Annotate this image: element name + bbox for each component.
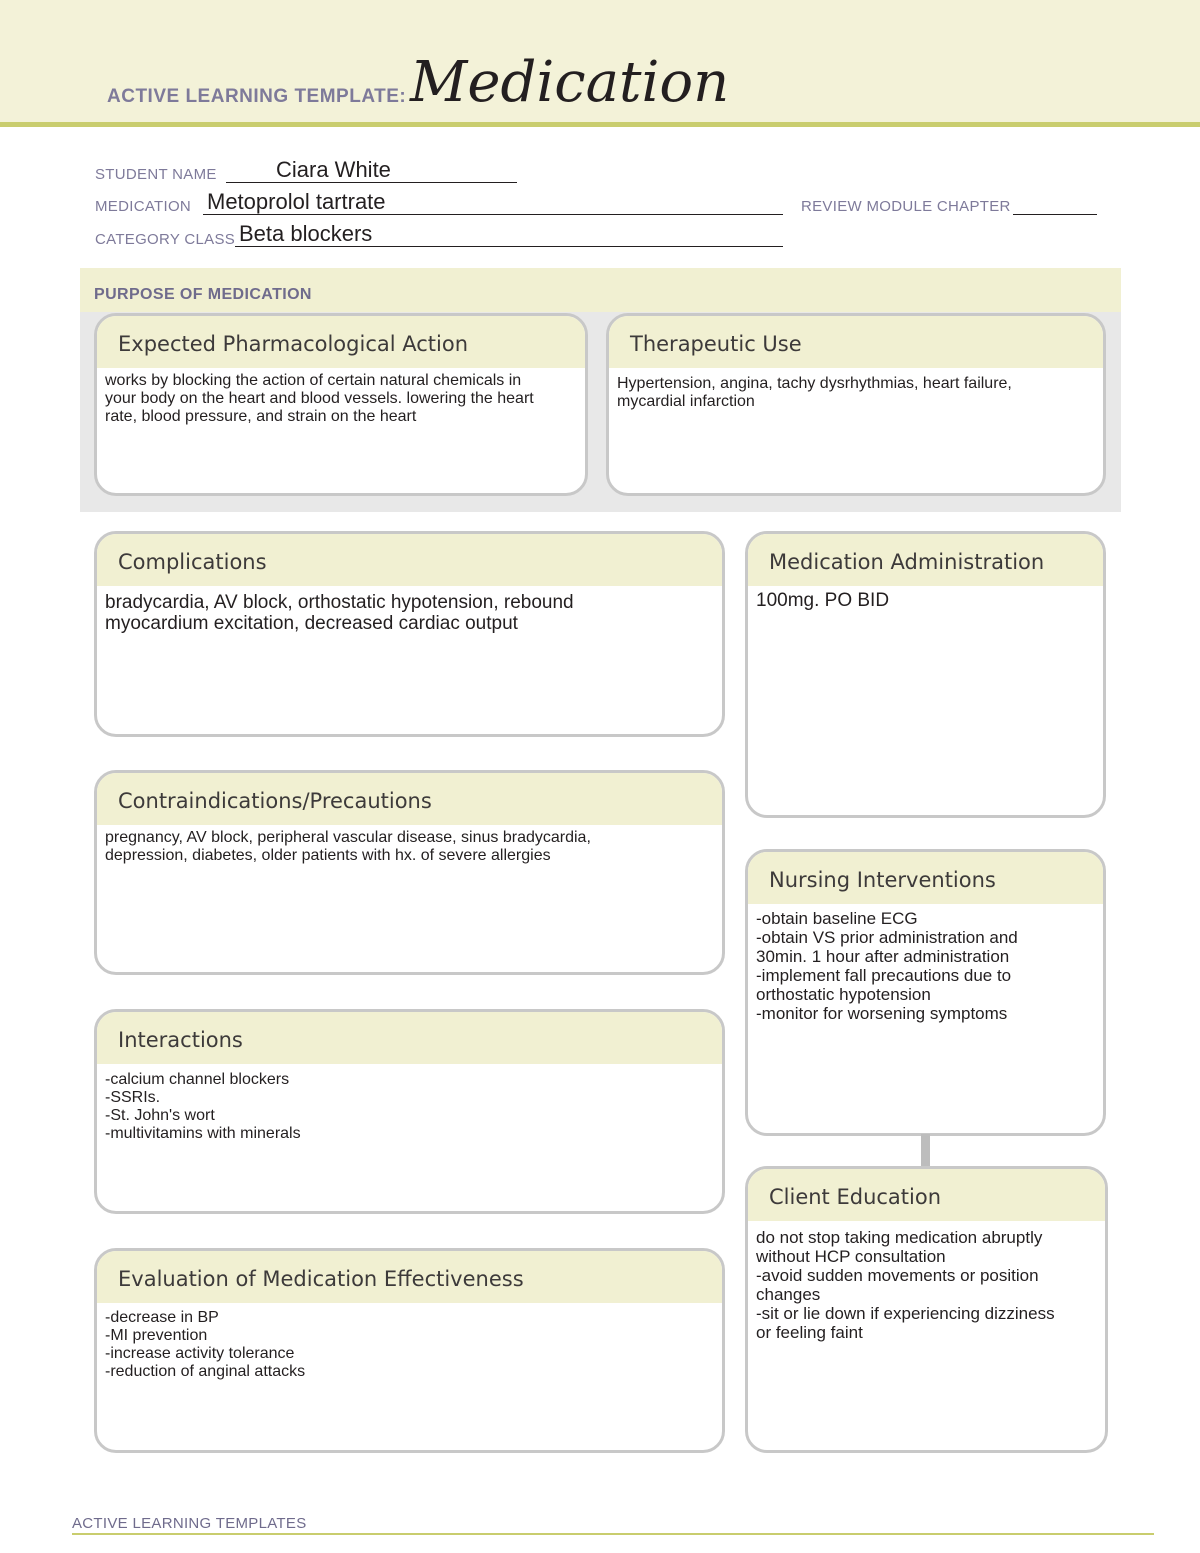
nursing-text[interactable]: -obtain baseline ECG -obtain VS prior administration and 30min. 1 hour after administration -implement fall precautions due to orthostatic hypotension -monitor for worsening symptoms <box>756 909 1018 1023</box>
student-name-label: STUDENT NAME <box>95 166 217 183</box>
nursing-title: Nursing Interventions <box>748 852 1103 904</box>
evaluation-title: Evaluation of Medication Effectiveness <box>97 1251 722 1303</box>
page-title: Medication <box>410 50 730 115</box>
therapeutic-use-box <box>606 313 1106 496</box>
therapeutic-use-text[interactable]: Hypertension, angina, tachy dysrhythmias, heart failure, mycardial infarction <box>617 375 1012 410</box>
complications-box <box>94 531 725 737</box>
med-admin-title: Medication Administration <box>748 534 1103 586</box>
interactions-text[interactable]: -calcium channel blockers -SSRIs. -St. John's wort -multivitamins with minerals <box>105 1071 301 1142</box>
template-label: ACTIVE LEARNING TEMPLATE: <box>107 86 407 107</box>
therapeutic-use-title: Therapeutic Use <box>609 316 1103 368</box>
client-education-title: Client Education <box>748 1169 1105 1221</box>
complications-title: Complications <box>97 534 722 586</box>
pharm-action-text[interactable]: works by blocking the action of certain natural chemicals in your body on the heart and blood vessels. lowering the heart rate, blood pressure, and strain on the heart <box>105 372 534 425</box>
pharm-action-box <box>94 313 588 496</box>
contraindications-text[interactable]: pregnancy, AV block, peripheral vascular disease, sinus bradycardia, depression, diabetes, older patients with hx. of severe allergies <box>105 829 591 864</box>
complications-text[interactable]: bradycardia, AV block, orthostatic hypotension, rebound myocardium excitation, decreased cardiac output <box>105 592 574 634</box>
review-module-underline <box>1013 214 1097 215</box>
med-admin-box <box>745 531 1106 818</box>
student-name-field[interactable]: Ciara White <box>276 157 391 182</box>
client-education-text[interactable]: do not stop taking medication abruptly without HCP consultation -avoid sudden movements or position changes -sit or lie down if experiencing dizziness or feeling faint <box>756 1228 1055 1342</box>
footer-rule <box>72 1533 1154 1535</box>
nursing-box <box>745 849 1106 1136</box>
purpose-label: PURPOSE OF MEDICATION <box>94 286 312 303</box>
category-class-label: CATEGORY CLASS <box>95 231 236 248</box>
interactions-title: Interactions <box>97 1012 722 1064</box>
header-rule <box>0 122 1200 127</box>
medication-field[interactable]: Metoprolol tartrate <box>207 189 386 214</box>
contraindications-box <box>94 770 725 975</box>
client-education-box <box>745 1166 1108 1453</box>
evaluation-text[interactable]: -decrease in BP -MI prevention -increase activity tolerance -reduction of anginal attacks <box>105 1309 306 1380</box>
contraindications-title: Contraindications/Precautions <box>97 773 722 825</box>
review-module-label: REVIEW MODULE CHAPTER <box>801 198 1011 215</box>
pharm-action-title: Expected Pharmacological Action <box>97 316 585 368</box>
medication-label: MEDICATION <box>95 198 192 215</box>
box-connector <box>921 1134 930 1167</box>
interactions-box <box>94 1009 725 1214</box>
med-admin-text[interactable]: 100mg. PO BID <box>756 590 890 611</box>
category-class-field[interactable]: Beta blockers <box>239 221 373 246</box>
evaluation-box <box>94 1248 725 1453</box>
footer-label: ACTIVE LEARNING TEMPLATES <box>72 1515 307 1532</box>
